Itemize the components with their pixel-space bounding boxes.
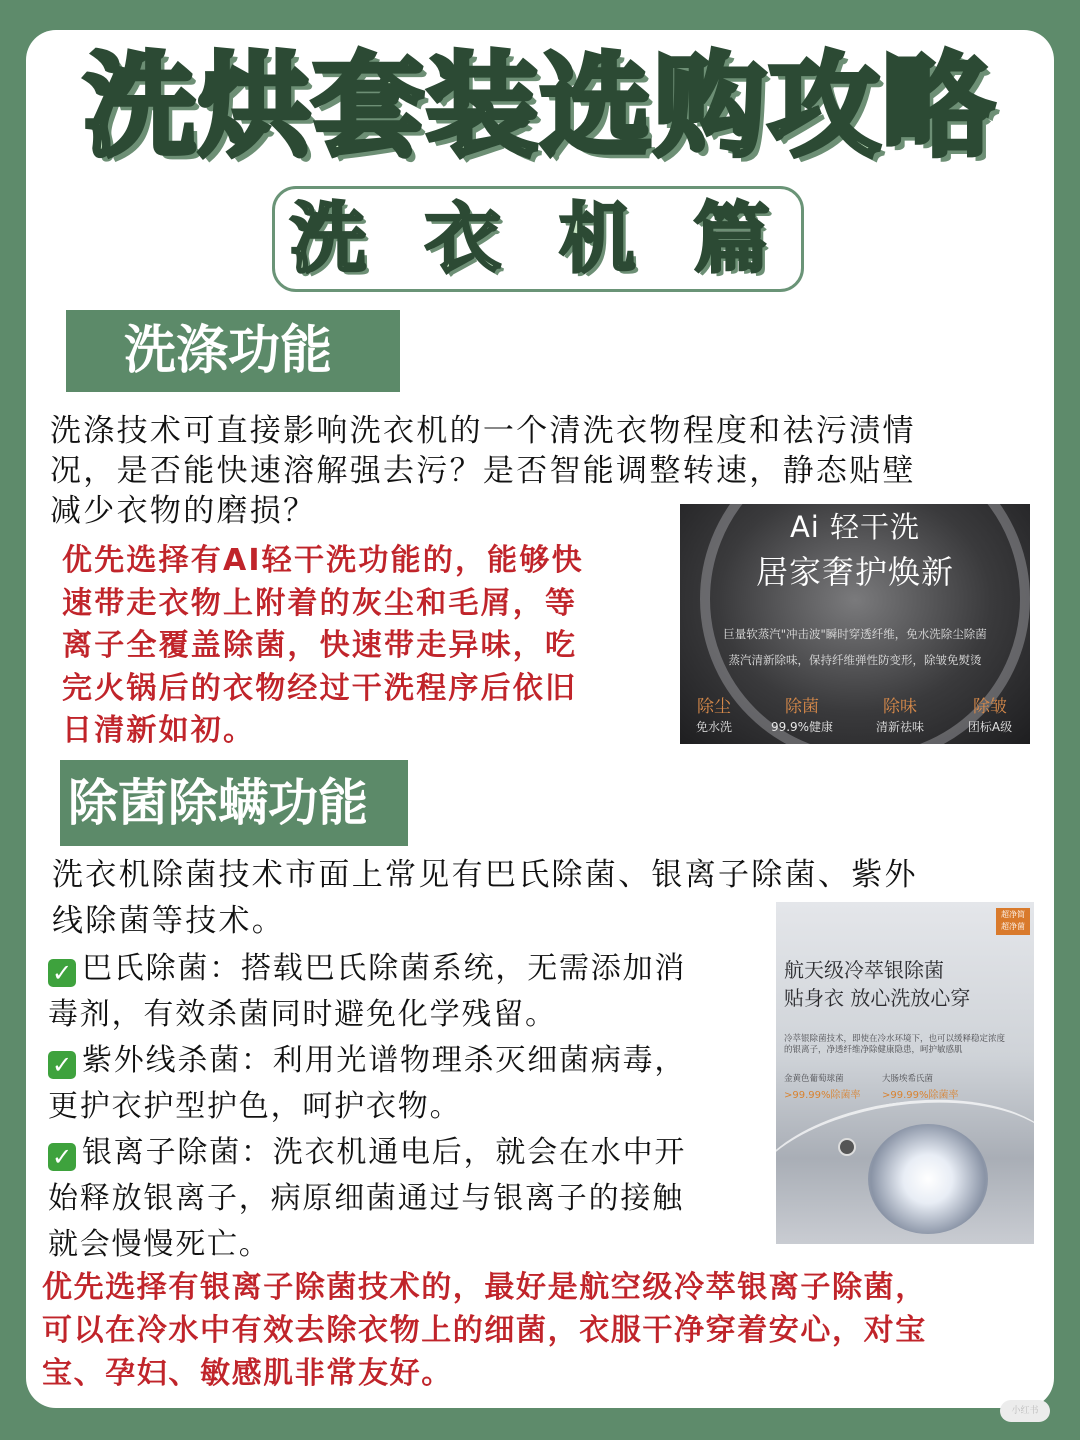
intro-line: 洗衣机除菌技术市面上常见有巴氏除菌、银离子除菌、紫外 (52, 857, 918, 893)
tip-line: 日清新如初。 (62, 713, 256, 748)
promo-small-text: 的银离子，净透纤维净除健康隐患，呵护敏感肌 (784, 1045, 963, 1055)
section2-tip (42, 1266, 927, 1395)
tip-line: 优先选择有AI轻干洗功能的，能够快 (62, 543, 584, 578)
promo-desc-line: 蒸汽清新除味，保持纤维弹性防变形，除皱免熨烫 (728, 653, 982, 667)
item-line: 就会慢慢死亡。 (48, 1227, 271, 1262)
feature-title: 除菌 (785, 697, 819, 717)
page-title: 洗烘套装选购攻略 (84, 42, 996, 172)
sterilization-list (48, 946, 686, 1268)
feature-sub: 免水洗 (695, 720, 732, 734)
tip-line: 速带走衣物上附着的灰尘和毛屑，等 (62, 585, 578, 621)
list-item (48, 1130, 686, 1176)
section1-tip (62, 540, 584, 753)
promo-headline: 贴身衣 放心洗放心穿 (784, 986, 971, 1010)
ion-particle (838, 1138, 856, 1156)
section-heading-sterilization: 除菌除螨功能 (60, 760, 408, 846)
item-line: 始释放银离子，病原细菌通过与银离子的接触 (48, 1181, 684, 1216)
tip-line: 宝、孕妇、敏感肌非常友好。 (42, 1356, 453, 1391)
body-line: 况，是否能快速溶解强去污？是否智能调整转速，静态贴壁 (50, 453, 916, 489)
item-line: 巴氏除菌：搭载巴氏除菌系统，无需添加消 (82, 951, 687, 986)
body-line: 减少衣物的磨损？ (50, 493, 317, 529)
subtitle-box (272, 186, 804, 292)
feature-sub: 团标A级 (967, 720, 1013, 734)
tip-line: 离子全覆盖除菌，快速带走异味，吃 (62, 628, 578, 663)
list-item (48, 1038, 686, 1084)
brand-badge: 超净简 超净菌 (996, 908, 1030, 935)
promo-small-text: 冷萃银除菌技术，即使在冷水环境下，也可以缓释稳定浓度 (784, 1034, 1006, 1044)
checkmark-icon: ✓ (48, 959, 76, 987)
list-item (48, 946, 686, 992)
watermark-logo: 小红书 (1000, 1400, 1050, 1422)
subtitle: 洗 衣 机 篇 (290, 194, 786, 283)
feature-title: 除尘 (697, 697, 731, 717)
tip-line: 完火锅后的衣物经过干洗程序后依旧 (62, 670, 578, 706)
promo-subtitle: 居家奢护焕新 (755, 553, 954, 591)
ai-dry-clean-promo-image (680, 504, 1030, 744)
item-line: 紫外线杀菌：利用光谱物理杀灭细菌病毒， (82, 1043, 687, 1078)
tip-line: 优先选择有银离子除菌技术的，最好是航空级冷萃银离子除菌， (42, 1270, 927, 1305)
intro-line: 线除菌等技术。 (52, 903, 286, 939)
feature-title: 除皱 (973, 697, 1007, 717)
feature-title: 除味 (883, 697, 917, 717)
feature-sub: 清新祛味 (875, 720, 924, 734)
item-line: 更护衣护型护色，呵护衣物。 (48, 1089, 462, 1124)
silver-ion-orb (868, 1124, 988, 1234)
promo-desc-line: 巨量软蒸汽"冲击波"瞬时穿透纤维，免水洗除尘除菌 (723, 627, 987, 641)
promo-title: Ai 轻干洗 (789, 510, 921, 544)
stat-label: 金黄色葡萄球菌 (784, 1074, 844, 1084)
body-line: 洗涤技术可直接影响洗衣机的一个清洗衣物程度和祛污渍情 (50, 413, 916, 449)
stat-value: >99.99%除菌率 (882, 1090, 959, 1101)
stat-value: >99.99%除菌率 (784, 1090, 861, 1101)
feature-sub: 99.9%健康 (770, 720, 834, 734)
section-heading-washing: 洗涤功能 (66, 310, 400, 392)
item-line: 银离子除菌：洗衣机通电后，就会在水中开 (82, 1135, 687, 1170)
tip-line: 可以在冷水中有效去除衣物上的细菌，衣服干净穿着安心，对宝 (42, 1313, 927, 1348)
checkmark-icon: ✓ (48, 1051, 76, 1079)
checkmark-icon: ✓ (48, 1143, 76, 1171)
item-line: 毒剂，有效杀菌同时避免化学残留。 (48, 997, 557, 1032)
silver-ion-promo-image (776, 902, 1034, 1244)
promo-headline: 航天级冷萃银除菌 (784, 958, 944, 982)
stat-label: 大肠埃希氏菌 (882, 1074, 934, 1084)
